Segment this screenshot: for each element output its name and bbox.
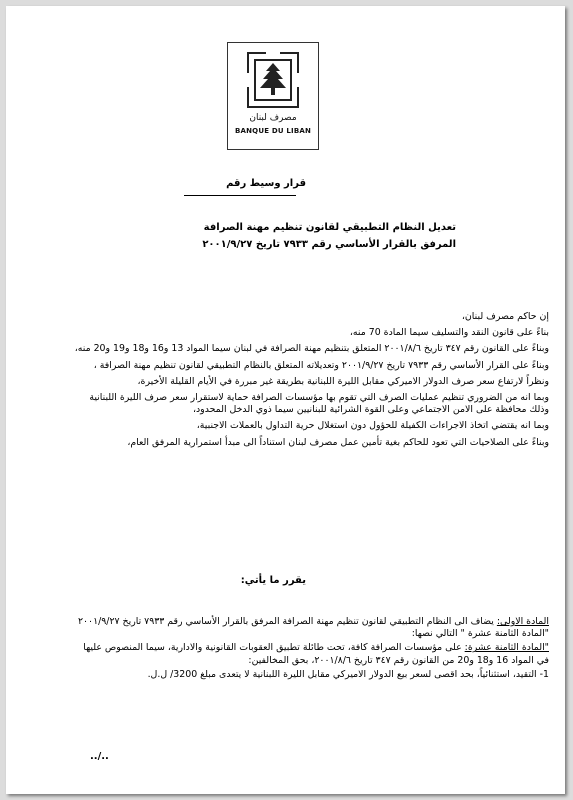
preamble-paragraph: ونظراً لارتفاع سعر صرف الدولار الاميركي مقابل الليرة اللبنانية بطريقة غير مبررة في الأيام القليلة الأخيرة،: [137, 375, 549, 387]
logo-arabic-text: مصرف لبنان: [249, 113, 297, 123]
article-item-1: 1- التقيد، استثنائياً، بحد اقصى لسعر بيع الدولار الاميركي مقابل الليرة اللبنانية لا يتعدى مبلغ 3200/ ل.ل.: [147, 668, 549, 680]
cedar-emblem-icon: [246, 49, 300, 111]
article-18-text: على مؤسسات الصرافة كافة، تحت طائلة تطبيق العقوبات القانونية والادارية، سيما المنصوص عليها في المواد 16 و18 و20 من القانون رقم ٣٤٧ تاريخ ٢٠٠١/٨/٦، بحق المخالفين:: [83, 642, 549, 666]
decides-heading: يقرر ما يأتي:: [240, 575, 306, 586]
document-title-line1: تعديل النظام التطبيقي لقانون تنظيم مهنة الصرافة: [203, 222, 456, 233]
preamble-paragraph: وبناءً على القرار الأساسي رقم ٧٩٣٣ تاريخ ٢٠٠١/٩/٢٧ وتعديلاته المتعلق بالنظام التطبيقي لقانون تنظيم مهنة الصرافة ،: [93, 359, 549, 371]
preamble-paragraph: وبما انه من الضروري تنظيم عمليات الصرف التي تقوم بها مؤسسات الصرافة حماية لاستقرار سعر صرف الليرة اللبنانية وذلك محافظة على الامن الاجتماعي وعلى القوة الشرائية للبنانيين سيما ذوي الدخل المحدود،: [89, 392, 549, 416]
document-title-line2: المرفق بالقرار الأساسي رقم ٧٩٣٣ تاريخ ٢٠٠١/٩/٢٧: [202, 239, 456, 250]
preamble-paragraph: وبما انه يقتضي اتخاذ الاجراءات الكفيلة للحؤول دون استغلال حرية التداول بالعملات الاجنبية،: [196, 420, 549, 432]
decision-title: قرار وسيط رقم: [226, 178, 306, 189]
continuation-mark: ../..: [90, 751, 109, 762]
preamble: [71, 311, 549, 453]
article-1-text: يضاف الى النظام التطبيقي لقانون تنظيم مهنة الصرافة المرفق بالقرار الأساسي رقم ٧٩٣٣ تاريخ ٢٠٠١/٩/٢٧ "المادة الثامنة عشرة " التالي نصها:: [77, 616, 549, 640]
logo-english-text: BANQUE DU LIBAN: [234, 127, 312, 135]
bank-logo: [227, 42, 319, 150]
preamble-paragraph: بناءً على قانون النقد والتسليف سيما المادة 70 منه،: [349, 327, 549, 339]
articles: [71, 616, 549, 683]
decision-number-line: [184, 195, 296, 196]
preamble-paragraph: وبناءً على القانون رقم ٣٤٧ تاريخ ٢٠٠١/٨/٦ المتعلق بتنظيم مهنة الصرافة في لبنان سيما المواد 13 و16 و18 و19 و20 منه،: [74, 343, 549, 355]
document-page: [6, 6, 565, 794]
article-18: [71, 642, 549, 666]
article-1-label: المادة الاولى:: [496, 616, 549, 627]
preamble-paragraph: إن حاكم مصرف لبنان،: [461, 311, 549, 322]
article-1: [71, 616, 549, 640]
article-18-label: "المادة الثامنة عشرة:: [464, 642, 549, 654]
preamble-paragraph: وبناءً على الصلاحيات التي تعود للحاكم بغية تأمين عمل مصرف لبنان استناداً الى مبدأ استمرارية المرفق العام،: [127, 436, 549, 448]
